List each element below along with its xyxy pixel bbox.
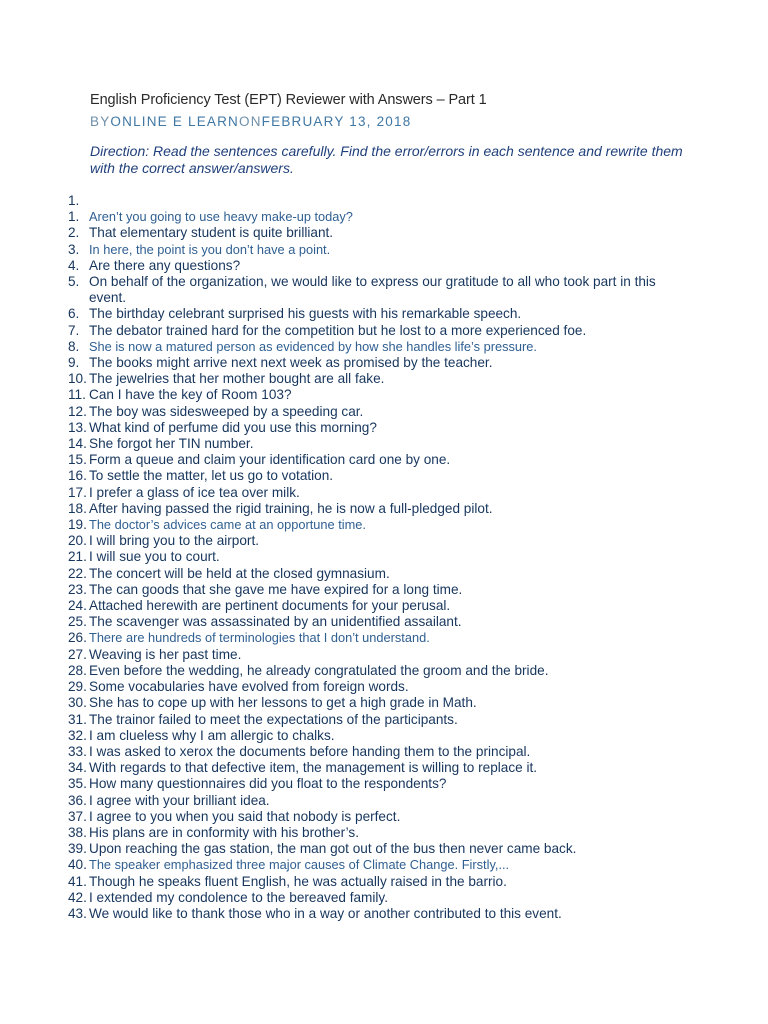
item-sentence: Upon reaching the gas station, the man got out of the bus then never came back. [89, 841, 577, 857]
item-number: 22. [68, 565, 87, 581]
list-item [0, 274, 768, 306]
item-sentence: Attached herewith are pertinent documents for your perusal. [89, 598, 451, 614]
list-item [0, 436, 768, 452]
list-item [0, 468, 768, 484]
list-item [0, 598, 768, 614]
list-item [0, 679, 768, 695]
item-number: 37. [68, 808, 87, 824]
list-item [0, 582, 768, 598]
item-number: 14. [68, 436, 87, 452]
list-item [0, 614, 768, 630]
item-number: 32. [68, 727, 87, 743]
item-number: 5. [68, 274, 80, 290]
item-sentence: The scavenger was assassinated by an unidentified assailant. [89, 614, 462, 630]
item-number: 6. [68, 306, 80, 322]
list-item [0, 501, 768, 517]
item-number: 23. [68, 581, 87, 597]
byline [90, 114, 411, 129]
item-number: 33. [68, 743, 87, 759]
item-number: 8. [68, 338, 80, 354]
item-number: 10. [68, 371, 87, 387]
item-number: 13. [68, 419, 87, 435]
item-number: 25. [68, 614, 87, 630]
list-item [0, 647, 768, 663]
list-item [0, 566, 768, 582]
list-item [0, 809, 768, 825]
document-title: English Proficiency Test (EPT) Reviewer with Answers – Part 1 [90, 92, 487, 108]
item-number: 35. [68, 776, 87, 792]
item-number: 30. [68, 695, 87, 711]
item-sentence: His plans are in conformity with his brother’s. [89, 824, 359, 840]
item-number: 15. [68, 452, 87, 468]
list-item [0, 193, 768, 209]
item-sentence: She forgot her TIN number. [89, 436, 254, 452]
item-sentence: I extended my condolence to the bereaved family. [89, 889, 388, 905]
item-number: 16. [68, 468, 87, 484]
item-number: 43. [68, 905, 87, 921]
item-sentence: What kind of perfume did you use this morning? [89, 419, 377, 435]
item-sentence: After having passed the rigid training, he is now a full-pledged pilot. [89, 500, 493, 516]
item-sentence: To settle the matter, let us go to votation. [89, 468, 334, 484]
list-item [0, 339, 768, 355]
list-item [0, 242, 768, 258]
item-sentence: The trainor failed to meet the expectations of the participants. [89, 711, 458, 727]
item-number: 38. [68, 824, 87, 840]
list-item [0, 420, 768, 436]
list-item [0, 549, 768, 565]
item-number: 9. [68, 355, 80, 371]
item-sentence: I agree to you when you said that nobody is perfect. [89, 808, 401, 824]
item-sentence: I was asked to xerox the documents before handing them to the principal. [89, 743, 531, 759]
item-number: 17. [68, 484, 87, 500]
list-item [0, 890, 768, 906]
item-sentence: The can goods that she gave me have expired for a long time. [89, 581, 463, 597]
item-number: 3. [68, 241, 80, 257]
item-number: 1. [68, 193, 80, 208]
direction-text: Direction: Read the sentences carefully. Find the error/errors in each sentence and rewrite them with the correct answer/answers. [90, 143, 683, 176]
item-number: 21. [68, 549, 87, 565]
item-number: 19. [68, 517, 87, 533]
item-sentence: We would like to thank those who in a way or another contributed to this event. [89, 905, 562, 921]
item-sentence: How many questionnaires did you float to the respondents? [89, 776, 447, 792]
item-sentence: I prefer a glass of ice tea over milk. [89, 484, 300, 500]
item-number: 39. [68, 841, 87, 857]
list-item [0, 452, 768, 468]
item-sentence: I will bring you to the airport. [89, 533, 260, 549]
list-item [0, 306, 768, 322]
item-number: 24. [68, 598, 87, 614]
item-sentence: The speaker emphasized three major causes of Climate Change. Firstly,... [89, 857, 510, 873]
item-number: 34. [68, 760, 87, 776]
list-item [0, 712, 768, 728]
list-item [0, 630, 768, 646]
list-item [0, 485, 768, 501]
list-item [0, 857, 768, 873]
item-number: 36. [68, 792, 87, 808]
item-sentence: She is now a matured person as evidenced by how she handles life’s pressure. [89, 338, 537, 354]
item-sentence: Some vocabularies have evolved from foreign words. [89, 679, 409, 695]
item-sentence: I will sue you to court. [89, 549, 220, 565]
item-sentence: I am clueless why I am allergic to chalks. [89, 727, 335, 743]
list-item [0, 841, 768, 857]
question-list [0, 193, 768, 922]
byline-on: ON [239, 114, 262, 129]
date-link[interactable]: FEBRUARY 13, 2018 [261, 114, 412, 129]
item-number: 26. [68, 630, 87, 646]
list-item [0, 258, 768, 274]
item-number: 12. [68, 403, 87, 419]
item-number: 31. [68, 711, 87, 727]
item-sentence: The jewelries that her mother bought are all fake. [89, 371, 385, 387]
list-item [0, 517, 768, 533]
item-sentence: There are hundreds of terminologies that I don’t understand. [89, 630, 430, 646]
item-sentence: In here, the point is you don’t have a point. [89, 241, 331, 257]
list-item [0, 404, 768, 420]
list-item [0, 355, 768, 371]
item-number: 4. [68, 257, 80, 273]
list-item [0, 663, 768, 679]
item-number: 28. [68, 662, 87, 678]
item-number: 40. [68, 857, 87, 873]
item-sentence: The birthday celebrant surprised his guests with his remarkable speech. [89, 306, 522, 322]
item-sentence: With regards to that defective item, the management is willing to replace it. [89, 760, 538, 776]
item-sentence: Can I have the key of Room 103? [89, 387, 292, 403]
item-number: 18. [68, 500, 87, 516]
list-item [0, 728, 768, 744]
item-sentence: On behalf of the organization, we would like to express our gratitude to all who took part in this event. [89, 274, 656, 306]
item-sentence: Are there any questions? [89, 257, 241, 273]
byline-by: BY [90, 114, 111, 129]
item-sentence: The concert will be held at the closed gymnasium. [89, 565, 390, 581]
list-item [0, 793, 768, 809]
author-link[interactable]: ONLINE E LEARN [110, 114, 240, 129]
list-item [0, 760, 768, 776]
list-item [0, 776, 768, 792]
list-item [0, 371, 768, 387]
item-number: 7. [68, 322, 80, 338]
item-number: 27. [68, 646, 87, 662]
item-sentence: That elementary student is quite brilliant. [89, 225, 334, 241]
item-sentence: Weaving is her past time. [89, 646, 242, 662]
item-sentence: I agree with your brilliant idea. [89, 792, 270, 808]
item-sentence: Form a queue and claim your identification card one by one. [89, 452, 451, 468]
item-number: 11. [68, 387, 86, 403]
item-sentence: Aren’t you going to use heavy make-up today? [89, 209, 353, 225]
item-number: 42. [68, 889, 87, 905]
list-item [0, 533, 768, 549]
list-item [0, 874, 768, 890]
list-item [0, 209, 768, 225]
item-number: 1. [68, 209, 80, 225]
item-sentence: Though he speaks fluent English, he was actually raised in the barrio. [89, 873, 507, 889]
item-number: 29. [68, 679, 87, 695]
item-sentence: She has to cope up with her lessons to get a high grade in Math. [89, 695, 477, 711]
item-sentence: The boy was sidesweeped by a speeding car. [89, 403, 364, 419]
item-sentence: The debator trained hard for the competition but he lost to a more experienced foe. [89, 322, 587, 338]
list-item [0, 225, 768, 241]
list-item [0, 695, 768, 711]
item-sentence: The doctor’s advices came at an opportune time. [89, 517, 366, 533]
list-item [0, 387, 768, 403]
list-item [0, 744, 768, 760]
item-number: 2. [68, 225, 80, 241]
item-number: 20. [68, 533, 87, 549]
item-sentence: Even before the wedding, he already congratulated the groom and the bride. [89, 662, 549, 678]
item-sentence: The books might arrive next next week as promised by the teacher. [89, 355, 493, 371]
list-item [0, 323, 768, 339]
list-item [0, 906, 768, 922]
item-number: 41. [68, 873, 87, 889]
list-item [0, 825, 768, 841]
